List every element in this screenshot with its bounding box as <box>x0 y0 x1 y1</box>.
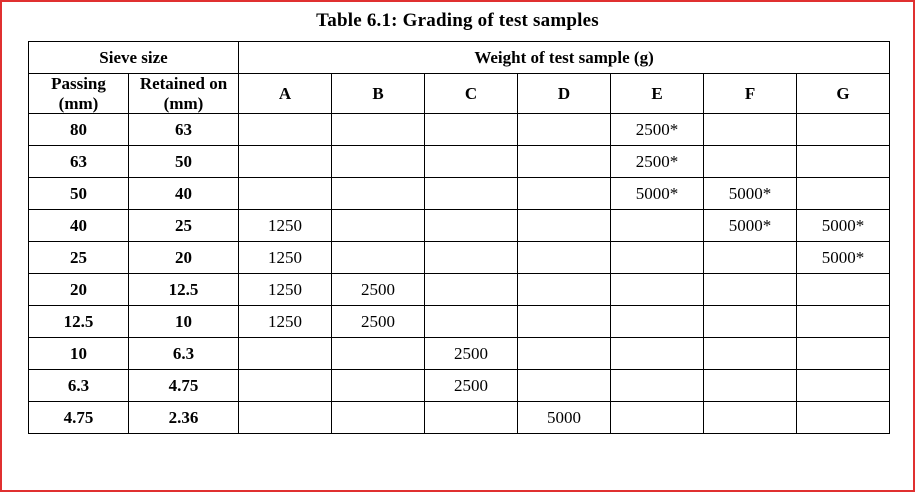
cell-sample-d <box>518 210 611 242</box>
cell-sample-a <box>239 402 332 434</box>
cell-sample-d <box>518 242 611 274</box>
header-sample-f: F <box>704 74 797 114</box>
cell-sample-c <box>425 146 518 178</box>
header-sample-d: D <box>518 74 611 114</box>
cell-sample-e: 5000* <box>611 178 704 210</box>
cell-sample-b <box>332 242 425 274</box>
cell-passing: 12.5 <box>29 306 129 338</box>
cell-sample-g <box>797 306 890 338</box>
cell-sample-c <box>425 178 518 210</box>
cell-sample-g <box>797 338 890 370</box>
cell-sample-f <box>704 146 797 178</box>
cell-sample-a <box>239 370 332 402</box>
cell-sample-f <box>704 370 797 402</box>
table-row <box>29 114 890 146</box>
cell-retained: 6.3 <box>129 338 239 370</box>
cell-sample-f <box>704 242 797 274</box>
cell-sample-a <box>239 178 332 210</box>
cell-sample-b <box>332 210 425 242</box>
header-sample-c: C <box>425 74 518 114</box>
cell-sample-c <box>425 242 518 274</box>
header-sieve-size: Sieve size <box>29 42 239 74</box>
cell-sample-b: 2500 <box>332 274 425 306</box>
cell-sample-e <box>611 274 704 306</box>
cell-sample-a: 1250 <box>239 242 332 274</box>
cell-retained: 63 <box>129 114 239 146</box>
table-row <box>29 146 890 178</box>
cell-sample-b: 2500 <box>332 306 425 338</box>
cell-sample-f <box>704 402 797 434</box>
cell-sample-a <box>239 338 332 370</box>
header-passing: Passing (mm) <box>29 74 129 114</box>
cell-passing: 4.75 <box>29 402 129 434</box>
table-head <box>29 42 890 114</box>
cell-sample-g <box>797 370 890 402</box>
cell-sample-b <box>332 370 425 402</box>
header-sample-g: G <box>797 74 890 114</box>
cell-sample-c <box>425 114 518 146</box>
cell-retained: 50 <box>129 146 239 178</box>
cell-sample-a: 1250 <box>239 274 332 306</box>
cell-sample-e: 2500* <box>611 114 704 146</box>
table-row <box>29 402 890 434</box>
cell-passing: 50 <box>29 178 129 210</box>
cell-sample-b <box>332 114 425 146</box>
cell-sample-e <box>611 242 704 274</box>
cell-sample-c <box>425 306 518 338</box>
cell-sample-a: 1250 <box>239 306 332 338</box>
cell-sample-g <box>797 178 890 210</box>
table-row <box>29 370 890 402</box>
cell-sample-d: 5000 <box>518 402 611 434</box>
cell-sample-c <box>425 210 518 242</box>
cell-sample-e: 2500* <box>611 146 704 178</box>
cell-retained: 40 <box>129 178 239 210</box>
cell-sample-g <box>797 274 890 306</box>
cell-sample-e <box>611 402 704 434</box>
cell-sample-c <box>425 402 518 434</box>
cell-sample-g <box>797 146 890 178</box>
header-retained-on: Retained on (mm) <box>129 74 239 114</box>
cell-sample-f <box>704 338 797 370</box>
cell-sample-d <box>518 114 611 146</box>
cell-sample-g <box>797 402 890 434</box>
cell-retained: 4.75 <box>129 370 239 402</box>
header-weight-of-test-sample: Weight of test sample (g) <box>239 42 890 74</box>
cell-sample-f <box>704 114 797 146</box>
cell-sample-f: 5000* <box>704 178 797 210</box>
table-row <box>29 210 890 242</box>
table-group-header-row <box>29 42 890 74</box>
cell-passing: 80 <box>29 114 129 146</box>
header-sample-b: B <box>332 74 425 114</box>
cell-passing: 40 <box>29 210 129 242</box>
cell-sample-e <box>611 210 704 242</box>
cell-sample-f <box>704 274 797 306</box>
table-row <box>29 242 890 274</box>
cell-sample-d <box>518 178 611 210</box>
table-caption: Table 6.1: Grading of test samples <box>316 10 599 31</box>
cell-sample-g <box>797 114 890 146</box>
cell-passing: 25 <box>29 242 129 274</box>
cell-sample-g: 5000* <box>797 210 890 242</box>
table-column-header-row <box>29 74 890 114</box>
cell-sample-b <box>332 146 425 178</box>
cell-sample-b <box>332 338 425 370</box>
table-container <box>2 41 913 434</box>
cell-retained: 20 <box>129 242 239 274</box>
cell-sample-d <box>518 274 611 306</box>
cell-sample-b <box>332 178 425 210</box>
table-row <box>29 338 890 370</box>
cell-retained: 25 <box>129 210 239 242</box>
cell-sample-a <box>239 146 332 178</box>
table-row <box>29 306 890 338</box>
cell-sample-e <box>611 338 704 370</box>
cell-sample-a: 1250 <box>239 210 332 242</box>
cell-retained: 2.36 <box>129 402 239 434</box>
table-body <box>29 114 890 434</box>
table-row <box>29 178 890 210</box>
cell-passing: 6.3 <box>29 370 129 402</box>
cell-sample-f <box>704 306 797 338</box>
table-row <box>29 274 890 306</box>
cell-sample-e <box>611 306 704 338</box>
grading-table <box>28 41 890 434</box>
cell-sample-e <box>611 370 704 402</box>
cell-sample-d <box>518 146 611 178</box>
cell-retained: 12.5 <box>129 274 239 306</box>
cell-sample-g: 5000* <box>797 242 890 274</box>
cell-sample-d <box>518 306 611 338</box>
cell-sample-b <box>332 402 425 434</box>
cell-sample-c <box>425 274 518 306</box>
header-sample-e: E <box>611 74 704 114</box>
cell-sample-f: 5000* <box>704 210 797 242</box>
cell-retained: 10 <box>129 306 239 338</box>
cell-passing: 20 <box>29 274 129 306</box>
cell-sample-a <box>239 114 332 146</box>
cell-sample-d <box>518 370 611 402</box>
cell-sample-c: 2500 <box>425 370 518 402</box>
cell-passing: 10 <box>29 338 129 370</box>
cell-sample-c: 2500 <box>425 338 518 370</box>
cell-passing: 63 <box>29 146 129 178</box>
header-sample-a: A <box>239 74 332 114</box>
cell-sample-d <box>518 338 611 370</box>
